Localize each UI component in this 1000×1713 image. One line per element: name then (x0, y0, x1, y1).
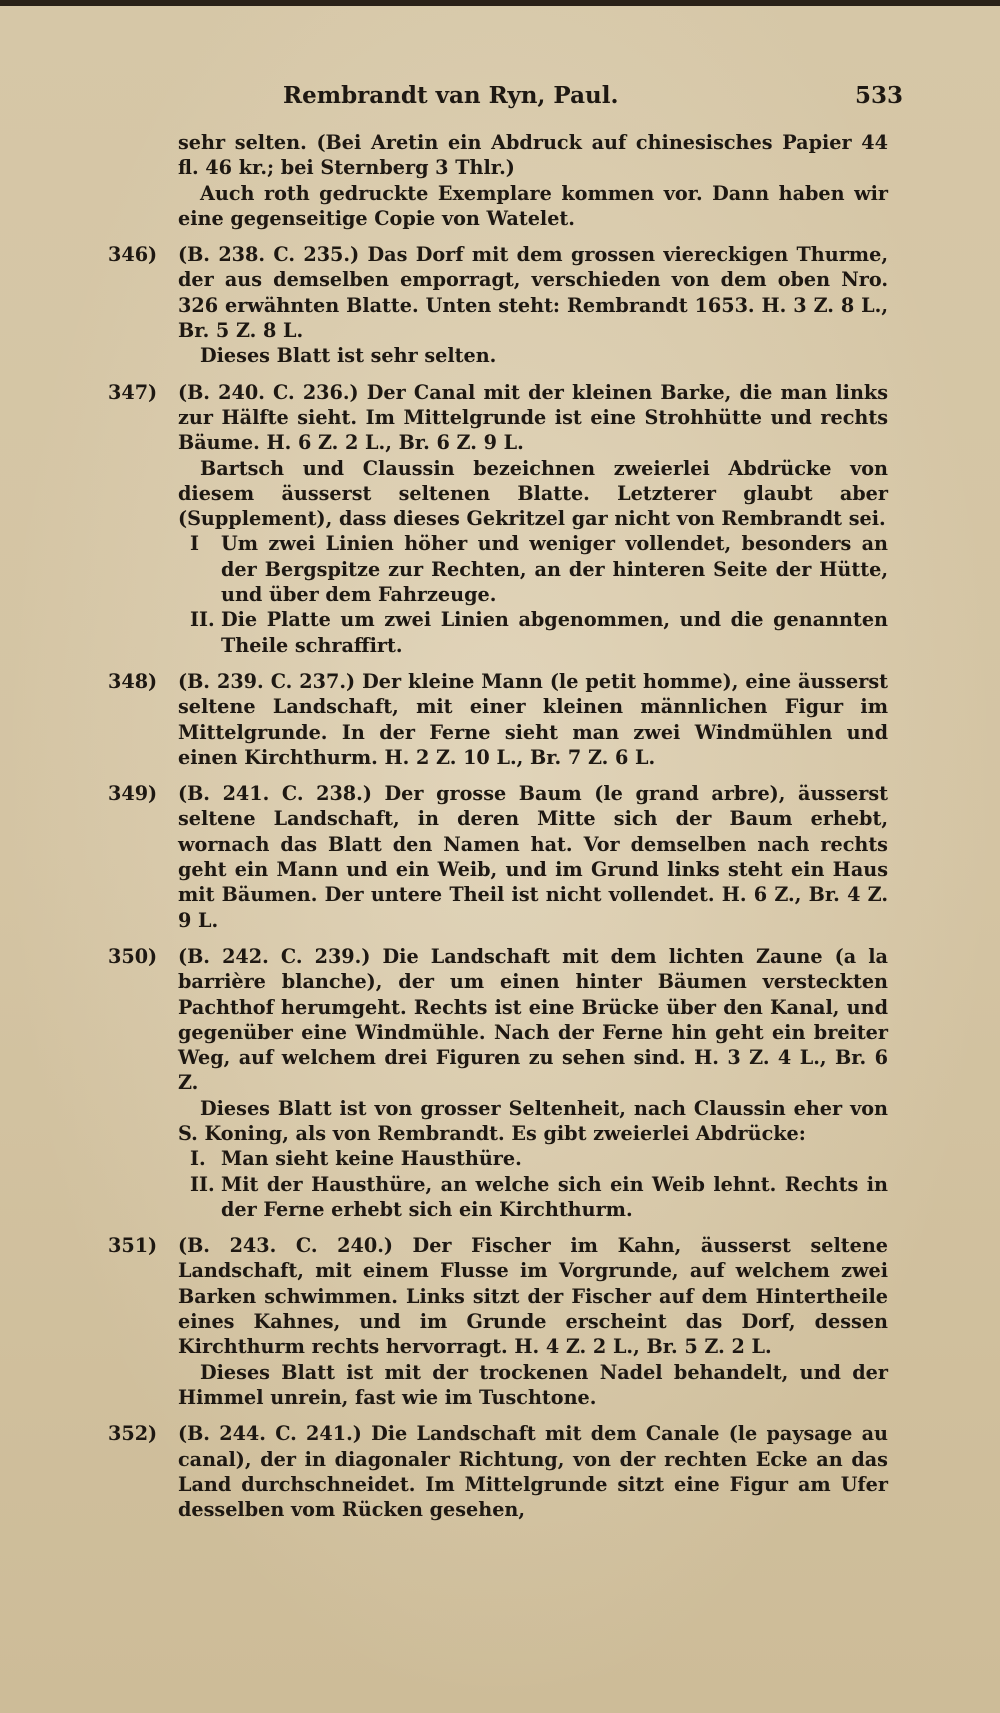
entry-text: (B. 239. C. 237.) Der kleine Mann (le petit homme), eine äusserst seltene Landschaft, mit einer kleinen männlichen Figur im Mittelgrunde. In der Ferne sieht man zwei Windmühlen und einen Kirchthurm. H. 2 Z. 10 L., Br. 7 Z. 6 L. (178, 669, 888, 769)
entry-text: (B. 240. C. 236.) Der Canal mit der kleinen Barke, die man links zur Hälfte sieht. Im Mittelgrunde ist eine Strohhütte und rechts Bäume. H. 6 Z. 2 L., Br. 6 Z. 9 L. (178, 380, 888, 455)
catalog-entry-350 (108, 944, 888, 1222)
catalog-entry-346 (108, 242, 888, 368)
catalog-entry-351 (108, 1233, 888, 1410)
entry-number: 350) (108, 944, 158, 968)
page-top-edge (0, 0, 1000, 6)
entry-note: Dieses Blatt ist sehr selten. (200, 344, 497, 368)
variant-number: I (190, 532, 199, 556)
entry-number: 346) (108, 243, 158, 267)
running-header (283, 82, 903, 122)
state-variant (178, 1146, 888, 1171)
catalog-entry-348 (108, 669, 888, 770)
carryover-note: Auch roth gedruckte Exemplare kommen vor. Dann haben wir eine gegenseitige Copie von Watelet. (178, 181, 888, 230)
page-body (108, 130, 888, 1522)
entry-number: 352) (108, 1422, 158, 1446)
entry-note: Dieses Blatt ist mit der trockenen Nadel behandelt, und der Himmel unrein, fast wie im Tuschtone. (178, 1360, 888, 1409)
entry-text: (B. 238. C. 235.) Das Dorf mit dem grossen viereckigen Thurme, der aus demselben emporragt, verschieden von dem oben Nro. 326 erwähnten Blatte. Unten steht: Rembrandt 1653. H. 3 Z. 8 L., Br. 5 Z. 8 L. (178, 243, 888, 343)
variant-text: Um zwei Linien höher und weniger vollendet, besonders an der Bergspitze zur Rechten, an der hinteren Seite der Hütte, und über dem Fahrzeuge. (221, 532, 888, 607)
carryover-paragraph: sehr selten. (Bei Aretin ein Abdruck auf chinesisches Papier 44 fl. 46 kr.; bei Sternberg 3 Thlr.) (178, 131, 888, 180)
variant-number: II. (190, 1172, 215, 1196)
entry-number: 347) (108, 380, 158, 404)
entry-number: 348) (108, 669, 158, 693)
entry-number: 349) (108, 782, 158, 806)
catalog-entry-347 (108, 380, 888, 658)
entry-text: (B. 243. C. 240.) Der Fischer im Kahn, äusserst seltene Landschaft, mit einem Flusse im Vorgrunde, auf welchem zwei Barken schwimmen. Links sitzt der Fischer auf dem Hintertheile eines Kahnes, und im Grunde erscheint das Dorf, dessen Kirchthurm rechts hervorragt. H. 4 Z. 2 L., Br. 5 Z. 2 L. (178, 1234, 888, 1359)
entry-text: (B. 242. C. 239.) Die Landschaft mit dem lichten Zaune (a la barrière blanche), der um einen hinter Bäumen versteckten Pachthof herumgeht. Rechts ist eine Brücke über den Kanal, und gegenüber eine Windmühle. Nach der Ferne hin geht ein breiter Weg, auf welchem drei Figuren zu sehen sind. H. 3 Z. 4 L., Br. 6 Z. (178, 944, 888, 1095)
running-title: Rembrandt van Ryn, Paul. (283, 82, 619, 109)
variant-number: II. (190, 608, 215, 632)
state-variant (178, 531, 888, 607)
carryover-text (108, 130, 888, 231)
entry-note: Dieses Blatt ist von grosser Seltenheit, nach Claussin eher von S. Koning, als von Rembrandt. Es gibt zweierlei Abdrücke: (178, 1096, 888, 1145)
entry-number: 351) (108, 1234, 158, 1258)
variant-number: I. (190, 1147, 206, 1171)
entry-note: Bartsch und Claussin bezeichnen zweierlei Abdrücke von diesem äusserst seltenen Blatte. Letzterer glaubt aber (Supplement), dass dieses Gekritzel gar nicht von Rembrandt sei. (178, 456, 888, 531)
page-number: 533 (854, 82, 903, 109)
state-variant (178, 1172, 888, 1223)
entry-text: (B. 241. C. 238.) Der grosse Baum (le grand arbre), äusserst seltene Landschaft, in deren Mitte sich der Baum erhebt, wornach das Blatt den Namen hat. Vor demselben nach rechts geht ein Mann und ein Weib, und im Grund links steht ein Haus mit Bäumen. Der untere Theil ist nicht vollendet. H. 6 Z., Br. 4 Z. 9 L. (178, 782, 888, 932)
catalog-entry-352 (108, 1421, 888, 1522)
variant-text: Man sieht keine Hausthüre. (221, 1147, 522, 1171)
state-variant (178, 607, 888, 658)
catalog-entry-349 (108, 781, 888, 933)
entry-text: (B. 244. C. 241.) Die Landschaft mit dem Canale (le paysage au canal), der in diagonaler Richtung, von der rechten Ecke an das Land durchschneidet. Im Mittelgrunde sitzt eine Figur am Ufer desselben vom Rücken gesehen, (178, 1422, 888, 1522)
variant-text: Die Platte um zwei Linien abgenommen, und die genannten Theile schraffirt. (221, 608, 888, 657)
variant-text: Mit der Hausthüre, an welche sich ein Weib lehnt. Rechts in der Ferne erhebt sich ein Kirchthurm. (221, 1172, 888, 1221)
